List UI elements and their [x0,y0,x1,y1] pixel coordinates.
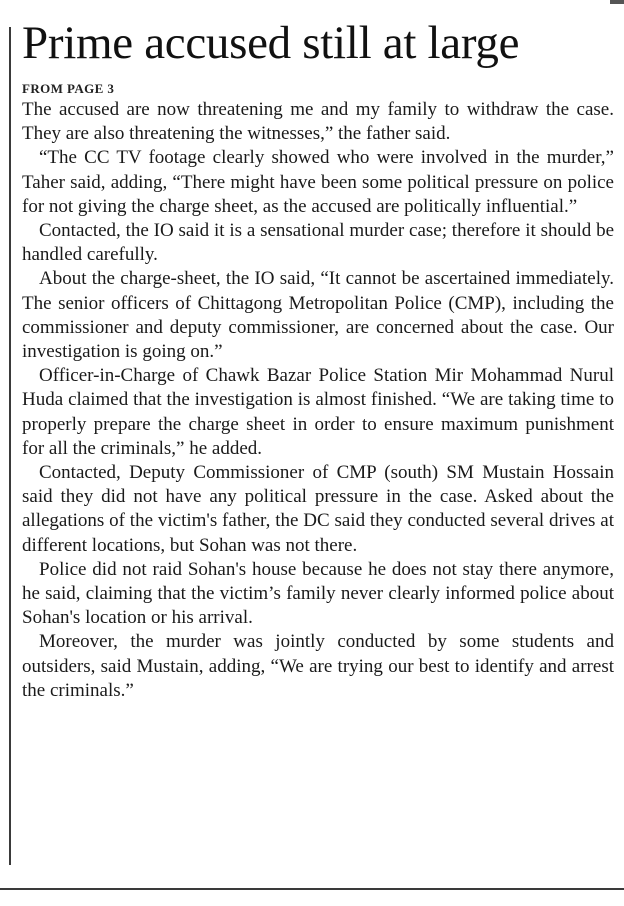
paragraph: “The CC TV footage clearly showed who were involved in the murder,” Taher said, adding, “There might have been some political pressure on police for not giving the charge sheet, as the accused are politically influential.” [22,147,614,217]
paragraph: Police did not raid Sohan's house because he does not stay there anymore, he said, claiming that the victim’s family never clearly informed police about Sohan's location or his arrival. [22,558,614,629]
continuation-label: FROM PAGE 3 [22,81,115,96]
bottom-rule [0,888,624,890]
paragraph: Contacted, the IO said it is a sensational murder case; therefore it should be handled carefully. [22,220,614,266]
article [22,15,614,703]
headline: Prime accused still at large [22,17,520,69]
page-corner-mark [610,0,624,4]
paragraph: Moreover, the murder was jointly conducted by some students and outsiders, said Mustain, adding, “We are trying our best to identify and arrest the criminals.” [22,631,614,701]
article-body [22,98,614,703]
paragraph: The accused are now threatening me and my family to withdraw the case. They are also threatening the witnesses,” the father said. [22,99,614,145]
column-rule [9,27,11,865]
paragraph: Contacted, Deputy Commissioner of CMP (south) SM Mustain Hossain said they did not have any political pressure in the case. Asked about the allegations of the victim's father, the DC said they conducted several drives at different locations, but Sohan was not there. [22,462,614,556]
paragraph: Officer-in-Charge of Chawk Bazar Police Station Mir Mohammad Nurul Huda claimed that the investigation is almost finished. “We are taking time to properly prepare the charge sheet in order to ensure maximum punishment for all the criminals,” he added. [22,365,614,459]
paragraph: About the charge-sheet, the IO said, “It cannot be ascertained immediately. The senior officers of Chittagong Metropolitan Police (CMP), including the commissioner and deputy commissioner, are concerned about the case. Our investigation is going on.” [22,268,614,363]
